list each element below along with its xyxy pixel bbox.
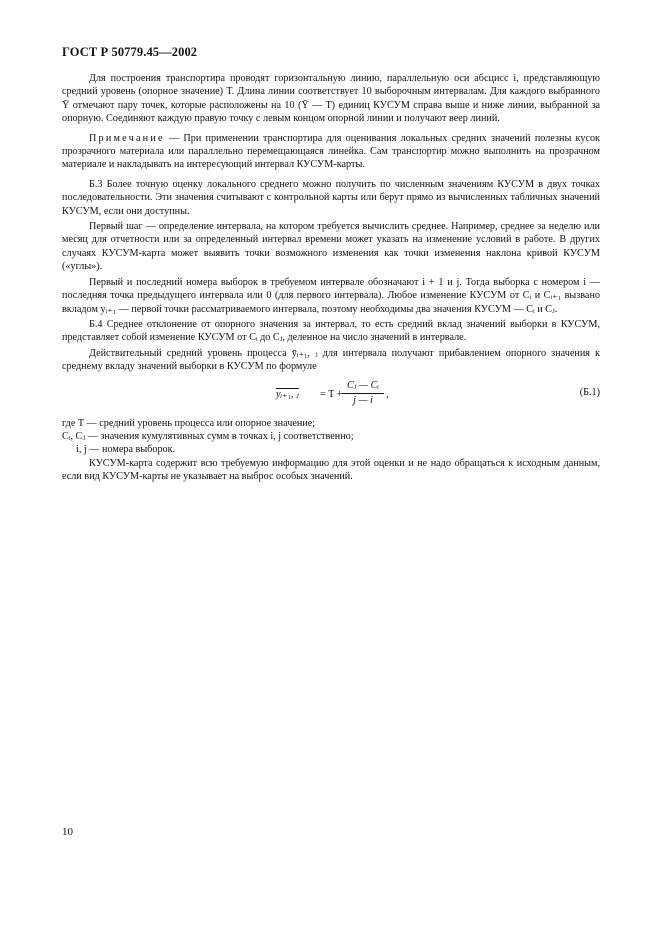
paragraph-sample-numbers: Первый и последний номера выборок в требуемом интервале обозначают i + 1 и j. Тогда выборка с номером i — последняя точка предыдущего интервала или 0 (для первого интервала). Любое изменение КУСУМ от Cᵢ и Cᵢ₊₁ вызвано вкладом yᵢ₊₁ — первой точки рассматриваемого интервала, поэтому необходимы два значения КУСУМ — Cᵢ и Cⱼ.: [62, 276, 600, 315]
paragraph-transport-construction: Для построения транспортира проводят горизонтальную линию, параллельную оси абсцисс i, представляющую средний уровень (опорное значение) T. Длина линии соответствует 10 выборочным интервалам. Для каждого выбранного Ȳ отмечают пару точек, которые расположены на 10 (Ȳ — T) единиц КУСУМ справа выше и ниже линии, выбранной за опорную. Соединяют каждую правую точку с левым концом опорной линии и получают веер линий.: [62, 73, 600, 125]
legend-line-c: Cᵢ, Cⱼ — значения кумулятивных сумм в точках i, j соответственно;: [62, 430, 354, 442]
page-number: 10: [62, 826, 73, 838]
formula-b1: [62, 379, 600, 415]
paragraph-actual-level: Действительный средний уровень процесса ȳᵢ₊₁, ⱼ для интервала получают прибавлением опорного значения к среднему вкладу значений выборки в КУСУМ по формуле: [62, 347, 600, 373]
legend-line-t: где T — средний уровень процесса или опорное значение;: [62, 417, 316, 429]
legend-line-ij: i, j — номера выборок.: [76, 444, 176, 456]
formula-equals: = T +: [320, 388, 343, 400]
section-b3: Б.3 Более точную оценку локального среднего можно получить по численным значениям КУСУМ в двух точках последовательности. Эти значения считывают с контрольной карты или берут прямо из вычисленных табличных значений КУСУМ, если они доступны.: [62, 178, 600, 217]
note-label: Примечание: [89, 132, 165, 144]
formula-legend: [62, 417, 600, 457]
document-body: [62, 72, 600, 486]
note-paragraph: [62, 132, 600, 172]
paragraph-closing: КУСУМ-карта содержит всю требуемую информацию для этой оценки и не надо обращаться к исходным данным, если вид КУСУМ-карты не указывает на выброс особых значений.: [62, 457, 600, 483]
section-b4: Б.4 Среднее отклонение от опорного значения за интервал, то есть средний вклад значений выборки в КУСУМ, представляет собой изменение КУСУМ от Cᵢ до Cⱼ, деленное на число значений в интервале.: [62, 318, 600, 344]
formula-comma: ,: [386, 388, 389, 400]
formula-number: (Б.1): [579, 386, 600, 398]
formula-fraction: [342, 379, 384, 408]
note-text: — При применении транспортира для оценивания локальных средних значений полезны кусок прозрачного материала или параллельно перемещающаяся линейка. Сам транспортир можно выполнить на прозрачном материале и накладывать на интересующий интервал КУСУМ-карты.: [62, 132, 600, 171]
document-header: ГОСТ Р 50779.45—2002: [62, 45, 198, 59]
formula-numerator: Cⱼ — Cᵢ: [342, 379, 384, 394]
formula-denominator: j — i: [353, 394, 373, 406]
paragraph-first-step: Первый шаг — определение интервала, на котором требуется вычислить среднее. Например, среднее за неделю или месяц для отчетности или за определенный интервал времени может указать на изменение условий в работе. В других случаях КУСУМ-карта может выявить точки возможного изменения как точки изменения наклона кривой КУСУМ («углы»).: [62, 221, 600, 273]
formula-lhs: yᵢ₊₁, ⱼ: [276, 388, 299, 400]
